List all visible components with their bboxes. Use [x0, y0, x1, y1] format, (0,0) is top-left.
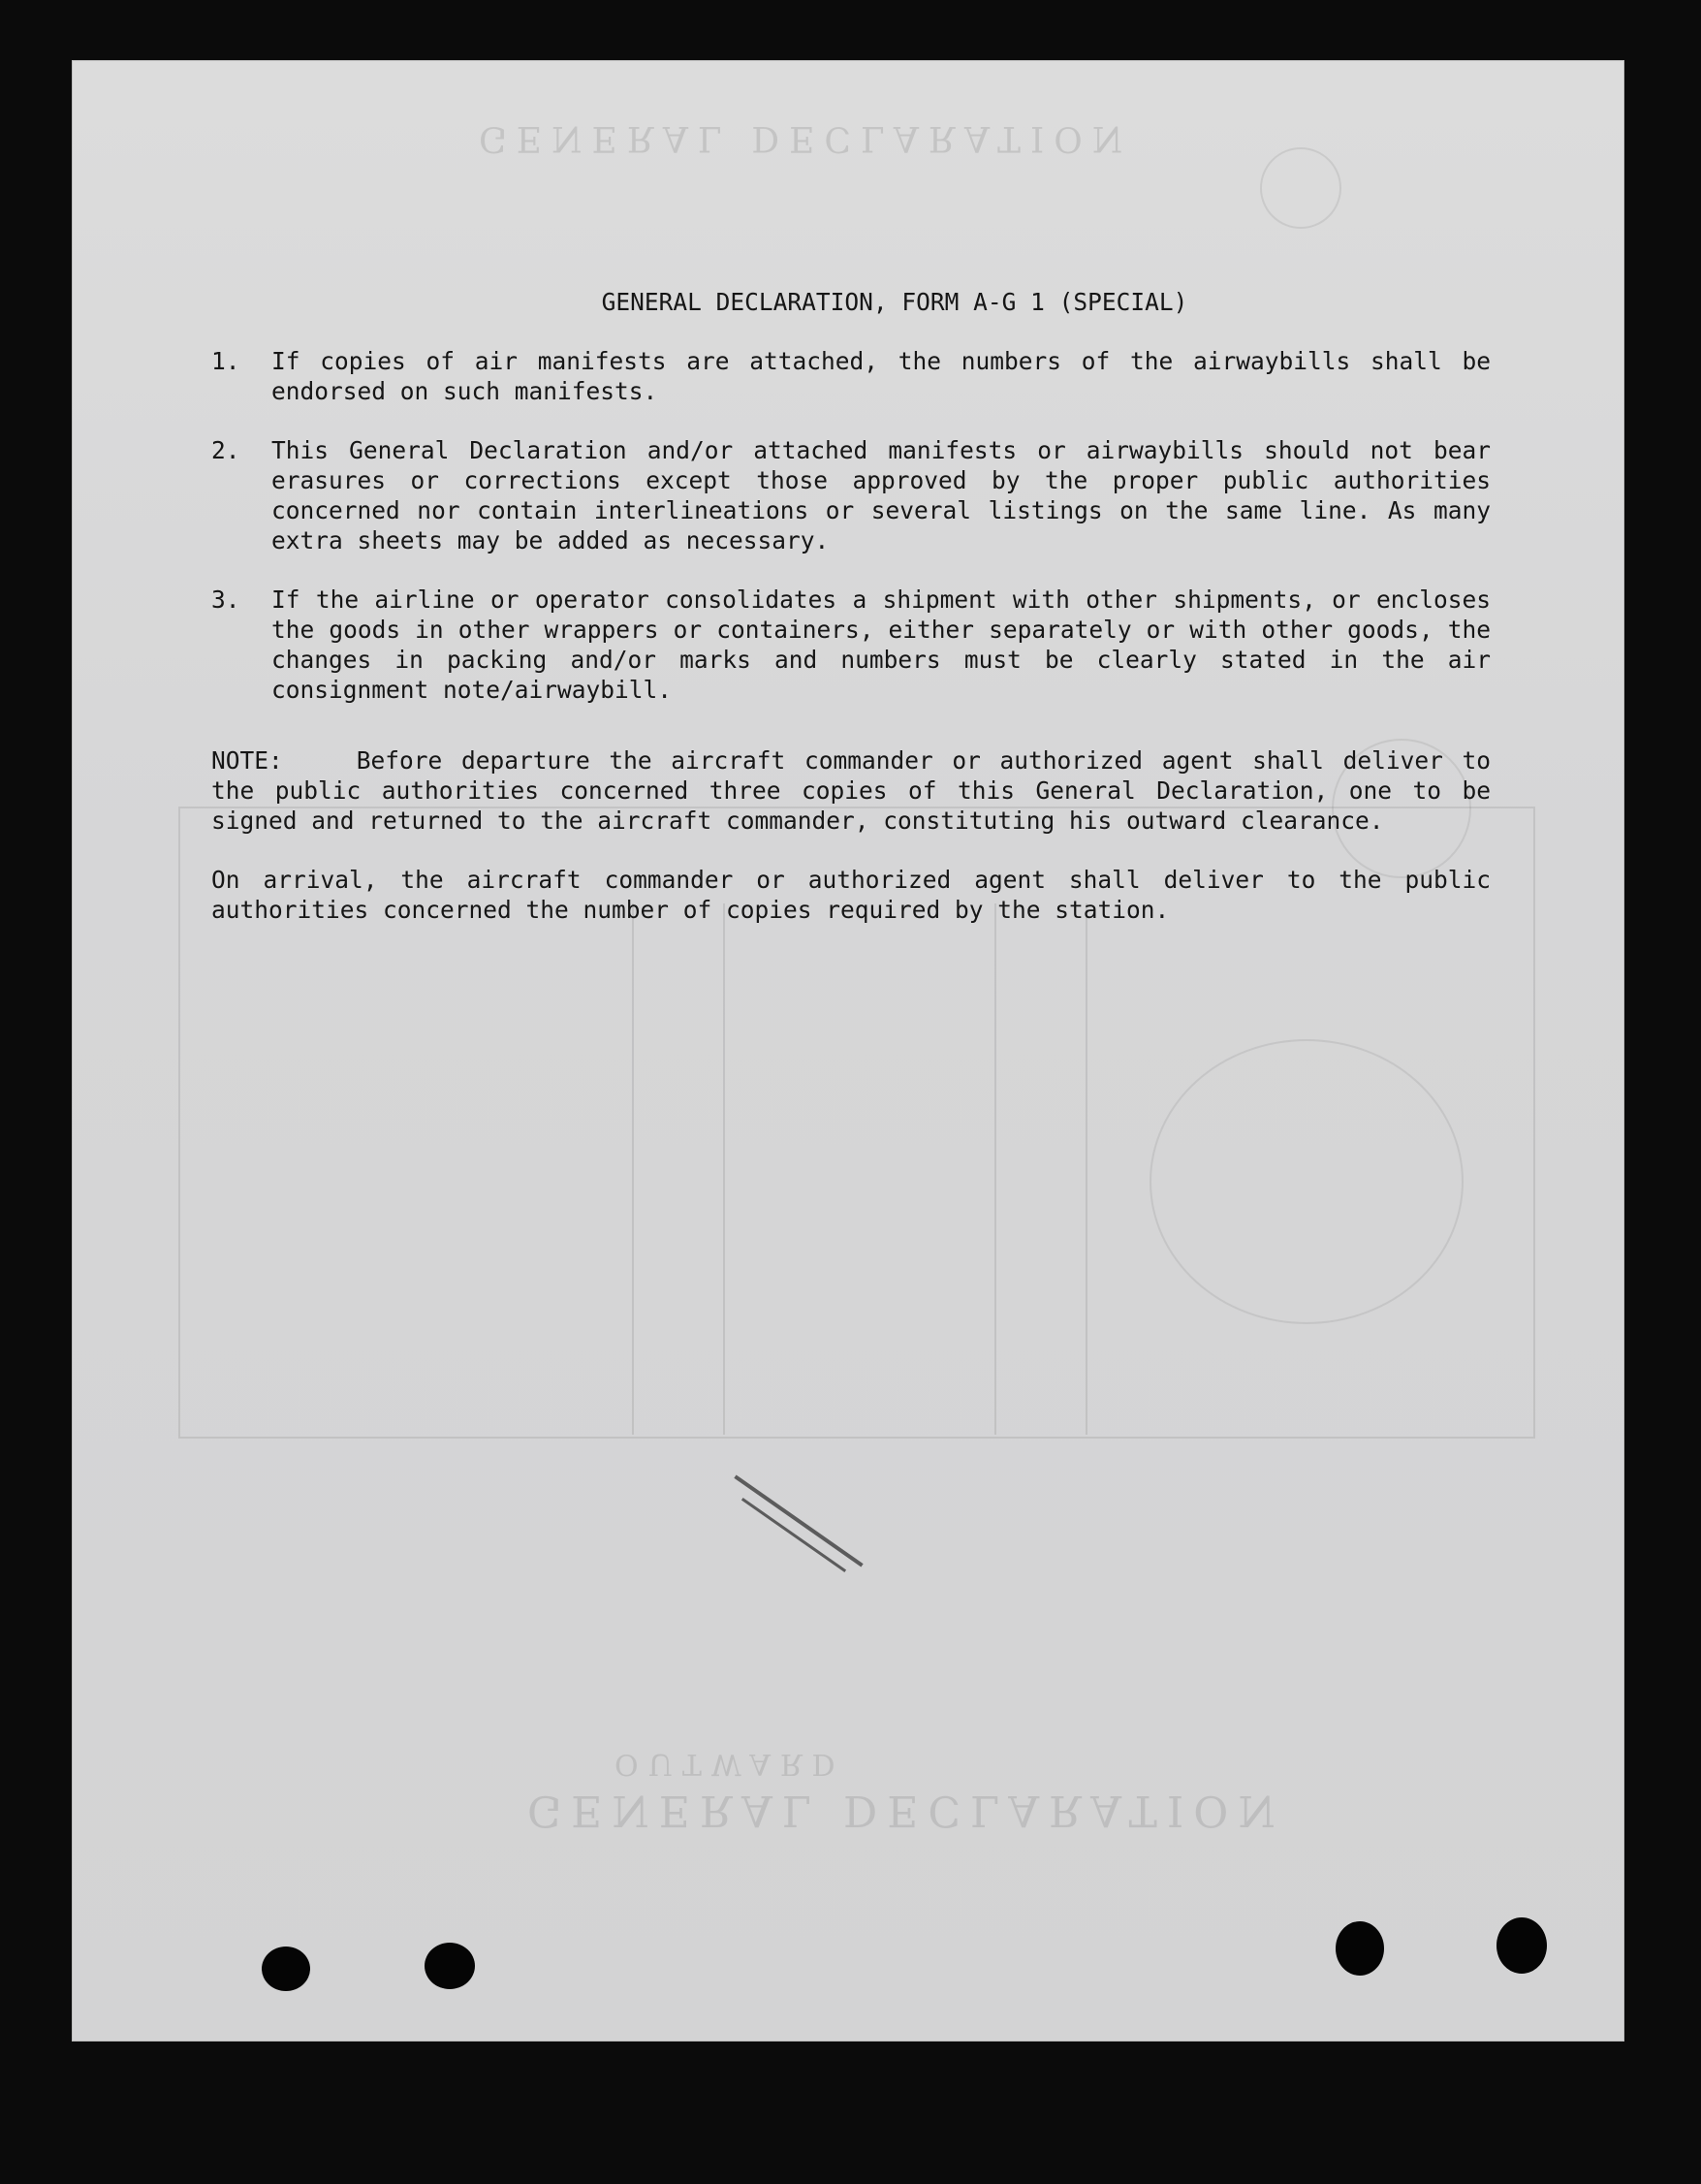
item-text: If copies of air manifests are attached, the numbers of the airwaybills shall be endorsed on such manifests.	[271, 347, 1491, 405]
note-label: NOTE:	[211, 746, 283, 775]
arrival-paragraph: On arrival, the aircraft commander or authorized agent shall deliver to the public authorities concerned the number of copies required by the station.	[211, 866, 1491, 924]
note-paragraph	[211, 745, 1491, 836]
bleed-through-heading: OUTWARD	[614, 1747, 845, 1781]
ink-mark	[734, 1474, 863, 1567]
bleed-through-line	[1086, 903, 1087, 1435]
list-item	[211, 435, 1491, 555]
list-item	[211, 346, 1491, 406]
declaration-text	[211, 287, 1491, 925]
punch-hole	[425, 1943, 475, 1989]
punch-hole	[1496, 1917, 1547, 1974]
note-text: Before departure the aircraft commander or authorized agent shall deliver to the public authorities concerned three copies of this General Declaration, one to be signed and returned to the aircraft commander, constituting his outward clearance.	[211, 746, 1491, 835]
bleed-through-stamp	[1260, 147, 1341, 229]
item-text: If the airline or operator consolidates a shipment with other shipments, or encloses the goods in other wrappers or containers, either separately or with other goods, the changes in packing and/or marks and numbers must be clearly stated in the air consignment note/airwaybill.	[271, 586, 1491, 704]
item-text: This General Declaration and/or attached manifests or airwaybills should not bear erasures or corrections except those approved by the proper public authorities concerned nor contain interlineations or several listings on the same line. As many extra sheets may be added as necessary.	[271, 436, 1491, 554]
page-title: GENERAL DECLARATION, FORM A-G 1 (SPECIAL)	[601, 288, 1188, 316]
punch-hole	[262, 1947, 310, 1991]
ink-mark	[741, 1498, 846, 1572]
punch-hole	[1336, 1921, 1384, 1976]
bleed-through-line	[723, 903, 725, 1435]
bleed-through-line	[632, 903, 634, 1435]
bleed-through-line	[994, 903, 996, 1435]
item-number: 1.	[211, 347, 240, 375]
item-number: 3.	[211, 586, 240, 614]
bleed-through-stamp	[1150, 1039, 1464, 1324]
item-number: 2.	[211, 436, 240, 464]
bleed-through-heading: GENERAL DECLARATION	[479, 118, 1133, 158]
bleed-through-heading: GENERAL DECLARATION	[527, 1786, 1285, 1835]
list-item	[211, 585, 1491, 705]
